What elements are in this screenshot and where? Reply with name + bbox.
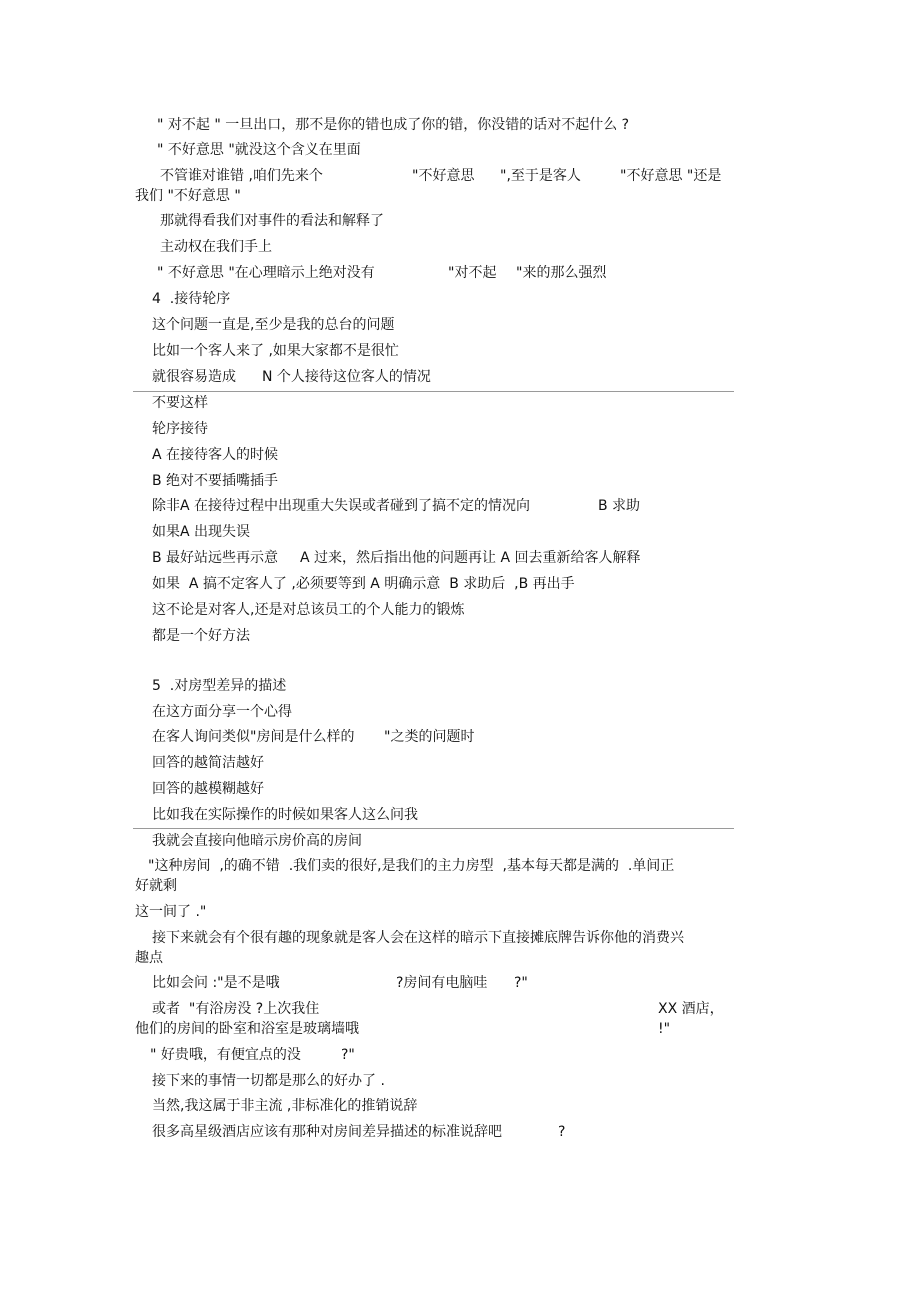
text-line: 当然,我这属于非主流 ,非标准化的推销说辞 [152, 1098, 418, 1114]
text-line: 趣点 [135, 950, 163, 966]
text-line: 比如会问 :"是不是哦 [152, 975, 280, 991]
text-line: "这种房间 ,的确不错 .我们卖的很好,是我们的主力房型 ,基本每天都是满的 .单间正 [148, 858, 675, 874]
text-line: " 不好意思 "在心理暗示上绝对没有 [157, 265, 375, 281]
text-line: 回答的越模糊越好 [152, 781, 264, 797]
text-line: "不好意思 [412, 168, 475, 184]
text-line: 主动权在我们手上 [160, 239, 272, 255]
text-line: 比如一个客人来了 ,如果大家都不是很忙 [152, 343, 399, 359]
text-line: B 绝对不要插嘴插手 [152, 473, 279, 489]
text-line: 我们 "不好意思 " [135, 188, 241, 204]
text-line: 都是一个好方法 [152, 628, 250, 644]
text-line: 就很容易造成 [152, 369, 236, 385]
divider-line [133, 391, 734, 392]
text-line: 如果A 出现失误 [152, 524, 251, 540]
text-line: 这个问题一直是,至少是我的总台的问题 [152, 317, 395, 333]
text-line: 好就剩 [135, 878, 177, 894]
text-line: !" [658, 1021, 671, 1037]
text-line: 回答的越简洁越好 [152, 755, 264, 771]
text-line: 不管谁对谁错 ,咱们先来个 [160, 168, 323, 184]
text-line: A 过来，然后指出他的问题再让 A 回去重新给客人解释 [300, 550, 641, 566]
divider-line [133, 828, 734, 829]
text-line: 不要这样 [152, 395, 208, 411]
text-line: 轮序接待 [152, 421, 208, 437]
text-line: B 求助 [598, 498, 641, 514]
text-line: "对不起 [448, 265, 497, 281]
text-line: " 不好意思 "就没这个含义在里面 [157, 142, 361, 158]
section-heading: 5 .对房型差异的描述 [152, 678, 287, 694]
text-line: ?房间有电脑哇 [396, 975, 488, 991]
text-line: 在这方面分享一个心得 [152, 704, 292, 720]
section-heading: 4 .接待轮序 [152, 291, 231, 307]
text-line: 很多高星级酒店应该有那种对房间差异描述的标准说辞吧 [152, 1124, 502, 1140]
text-line: 那就得看我们对事件的看法和解释了 [160, 213, 384, 229]
text-line: "来的那么强烈 [516, 265, 607, 281]
text-line: 他们的房间的卧室和浴室是玻璃墙哦 [135, 1021, 359, 1037]
text-line: XX 酒店， [658, 1001, 724, 1017]
text-line: " 对不起 " 一旦出口，那不是你的错也成了你的错，你没错的话对不起什么 ? [157, 117, 630, 133]
text-line: 除非A 在接待过程中出现重大失误或者碰到了搞不定的情况向 [152, 498, 531, 514]
text-line: " 好贵哦，有便宜点的没 [150, 1047, 301, 1063]
text-line: "不好意思 "还是 [620, 168, 722, 184]
text-line: "之类的问题时 [384, 729, 475, 745]
text-line: ",至于是客人 [500, 168, 581, 184]
text-line: A 在接待客人的时候 [152, 447, 279, 463]
text-line: 在客人询问类似"房间是什么样的 [152, 729, 355, 745]
text-line: 这一间了 ." [135, 904, 207, 920]
text-line: ? [558, 1124, 566, 1140]
text-line: ?" [514, 975, 528, 991]
text-line: 或者 "有浴房没 ?上次我住 [152, 1001, 320, 1017]
text-line: 如果 A 搞不定客人了 ,必须要等到 A 明确示意 B 求助后 ,B 再出手 [152, 576, 575, 592]
text-line: 这不论是对客人,还是对总该员工的个人能力的锻炼 [152, 602, 465, 618]
text-line: 我就会直接向他暗示房价高的房间 [152, 833, 362, 849]
text-line: 接下来的事情一切都是那么的好办了 . [152, 1073, 385, 1089]
text-line: ?" [341, 1047, 355, 1063]
text-line: N 个人接待这位客人的情况 [262, 369, 431, 385]
text-line: 比如我在实际操作的时候如果客人这么问我 [152, 807, 418, 823]
text-line: B 最好站远些再示意 [152, 550, 279, 566]
text-line: 接下来就会有个很有趣的现象就是客人会在这样的暗示下直接摊底牌告诉你他的消费兴 [152, 930, 684, 946]
